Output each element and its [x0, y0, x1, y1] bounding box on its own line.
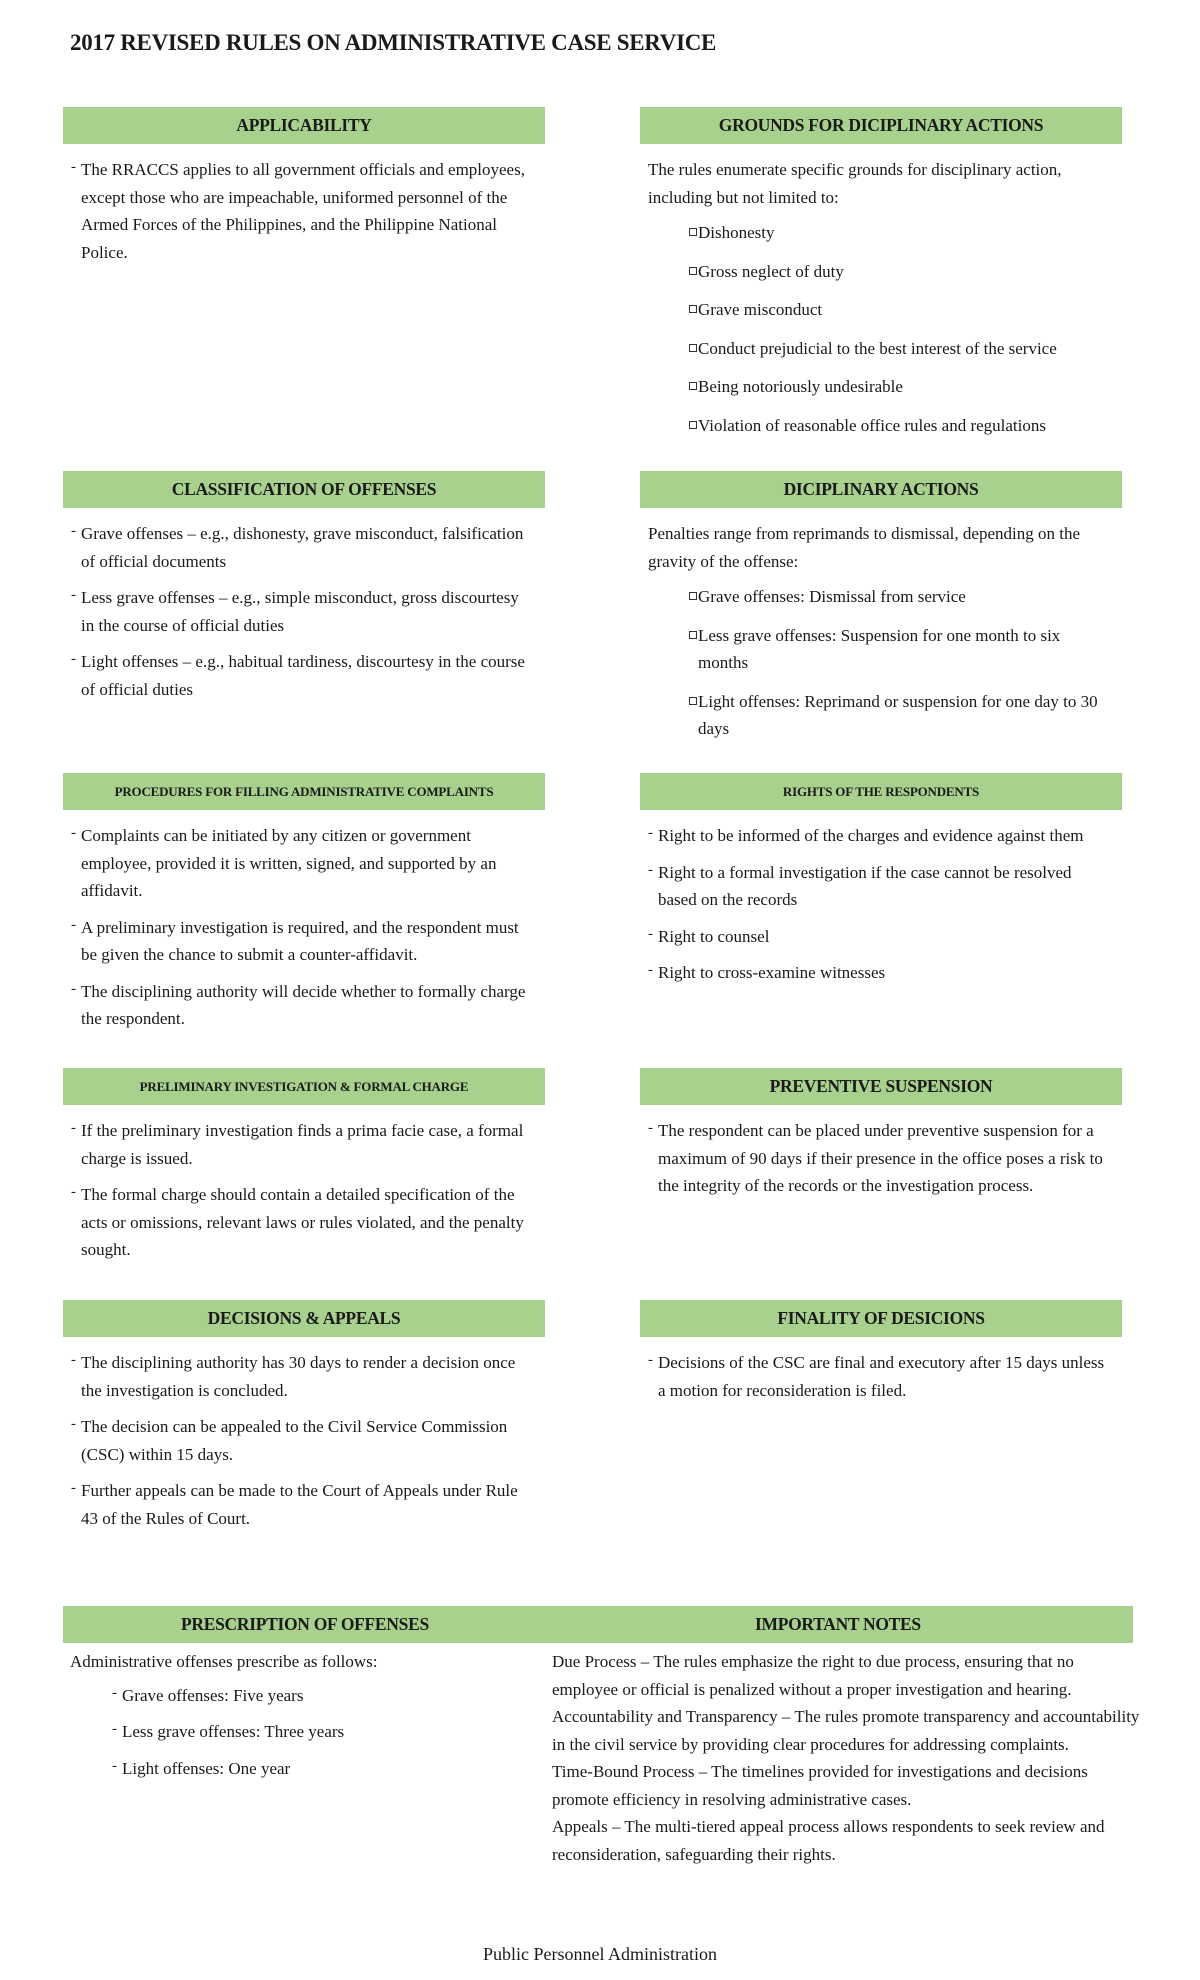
list-item: - Right to be informed of the charges and evidence against them: [648, 822, 1112, 850]
section-important-notes: [552, 1648, 1142, 1868]
note-item: Appeals – The multi-tiered appeal process allows respondents to seek review and reconsideration, safeguarding their rights.: [552, 1817, 1105, 1864]
list-item: - Right to cross-examine witnesses: [648, 959, 1112, 987]
section-finality: [640, 1300, 1122, 1413]
list-item: - The disciplining authority will decide whether to formally charge the respondent.: [71, 978, 535, 1033]
section-heading: DICIPLINARY ACTIONS: [640, 471, 1122, 508]
section-heading: APPLICABILITY: [63, 107, 545, 144]
section-rights: [640, 773, 1122, 996]
section-intro: The rules enumerate specific grounds for disciplinary action, including but not limited to:: [648, 160, 1062, 207]
list-item: - The decision can be appealed to the Civil Service Commission (CSC) within 15 days.: [71, 1413, 535, 1468]
section-prescription: [70, 1648, 530, 1791]
list-item: - Decisions of the CSC are final and executory after 15 days unless a motion for reconsideration is filed.: [648, 1349, 1112, 1404]
section-heading: DECISIONS & APPEALS: [63, 1300, 545, 1337]
section-decisions-appeals: [63, 1300, 545, 1541]
list-item: - If the preliminary investigation finds a prima facie case, a formal charge is issued.: [71, 1117, 535, 1172]
list-item: - The RRACCS applies to all government officials and employees, except those who are impeachable, uniformed personnel of the Armed Forces of the Philippines, and the Philippine National Police.: [71, 156, 535, 266]
list-item: Less grave offenses: Suspension for one month to six months: [648, 622, 1112, 677]
list-item: - The respondent can be placed under preventive suspension for a maximum of 90 days if their presence in the office poses a risk to the integrity of the records or the investigation process.: [648, 1117, 1112, 1200]
section-intro: Penalties range from reprimands to dismissal, depending on the gravity of the offense:: [648, 524, 1080, 571]
section-heading: PREVENTIVE SUSPENSION: [640, 1068, 1122, 1105]
page-footer: Public Personnel Administration: [483, 1944, 717, 1964]
list-item: Grave misconduct: [648, 296, 1112, 324]
list-item: - Right to counsel: [648, 923, 1112, 951]
section-heading: PROCEDURES FOR FILLING ADMINISTRATIVE COMPLAINTS: [63, 773, 545, 810]
list-item: - Further appeals can be made to the Court of Appeals under Rule 43 of the Rules of Court.: [71, 1477, 535, 1532]
list-item: - Grave offenses – e.g., dishonesty, grave misconduct, falsification of official documents: [71, 520, 535, 575]
note-item: Due Process – The rules emphasize the right to due process, ensuring that no employee or official is penalized without a proper investigation and hearing.: [552, 1652, 1074, 1699]
list-item: Gross neglect of duty: [648, 258, 1112, 286]
notes-heading: IMPORTANT NOTES: [755, 1614, 921, 1634]
list-item: - Light offenses – e.g., habitual tardiness, discourtesy in the course of official duties: [71, 648, 535, 703]
section-grounds: [640, 107, 1122, 450]
list-item: - Light offenses: One year: [112, 1755, 530, 1783]
page-title: 2017 REVISED RULES ON ADMINISTRATIVE CASE SERVICE: [70, 30, 717, 55]
list-item: Violation of reasonable office rules and regulations: [648, 412, 1112, 440]
list-item: - A preliminary investigation is required, and the respondent must be given the chance to submit a counter-affidavit.: [71, 914, 535, 969]
section-intro: Administrative offenses prescribe as follows:: [70, 1652, 378, 1671]
note-item: Time-Bound Process – The timelines provided for investigations and decisions promote efficiency in resolving administrative cases.: [552, 1762, 1088, 1809]
section-disciplinary-actions: [640, 471, 1122, 754]
section-preliminary-investigation: [63, 1068, 545, 1273]
section-heading: FINALITY OF DESICIONS: [640, 1300, 1122, 1337]
section-heading: CLASSIFICATION OF OFFENSES: [63, 471, 545, 508]
section-heading: PRELIMINARY INVESTIGATION & FORMAL CHARGE: [63, 1068, 545, 1105]
list-item: Light offenses: Reprimand or suspension for one day to 30 days: [648, 688, 1112, 743]
prescription-heading: PRESCRIPTION OF OFFENSES: [181, 1614, 429, 1634]
list-item: Grave offenses: Dismissal from service: [648, 583, 1112, 611]
list-item: Dishonesty: [648, 219, 1112, 247]
list-item: - The disciplining authority has 30 days to render a decision once the investigation is concluded.: [71, 1349, 535, 1404]
list-item: - Less grave offenses – e.g., simple misconduct, gross discourtesy in the course of official duties: [71, 584, 535, 639]
list-item: - The formal charge should contain a detailed specification of the acts or omissions, relevant laws or rules violated, and the penalty sought.: [71, 1181, 535, 1264]
section-heading: GROUNDS FOR DICIPLINARY ACTIONS: [640, 107, 1122, 144]
section-classification: [63, 471, 545, 712]
bottom-header-bar: [63, 1606, 1133, 1643]
section-heading: RIGHTS OF THE RESPONDENTS: [640, 773, 1122, 810]
list-item: - Complaints can be initiated by any citizen or government employee, provided it is written, signed, and supported by an affidavit.: [71, 822, 535, 905]
section-applicability: [63, 107, 545, 275]
list-item: - Right to a formal investigation if the case cannot be resolved based on the records: [648, 859, 1112, 914]
section-preventive-suspension: [640, 1068, 1122, 1209]
list-item: - Grave offenses: Five years: [112, 1682, 530, 1710]
list-item: Conduct prejudicial to the best interest of the service: [648, 335, 1112, 363]
section-procedures: [63, 773, 545, 1042]
note-item: Accountability and Transparency – The rules promote transparency and accountability in the civil service by providing clear procedures for addressing complaints.: [552, 1707, 1140, 1754]
list-item: - Less grave offenses: Three years: [112, 1718, 530, 1746]
list-item: Being notoriously undesirable: [648, 373, 1112, 401]
